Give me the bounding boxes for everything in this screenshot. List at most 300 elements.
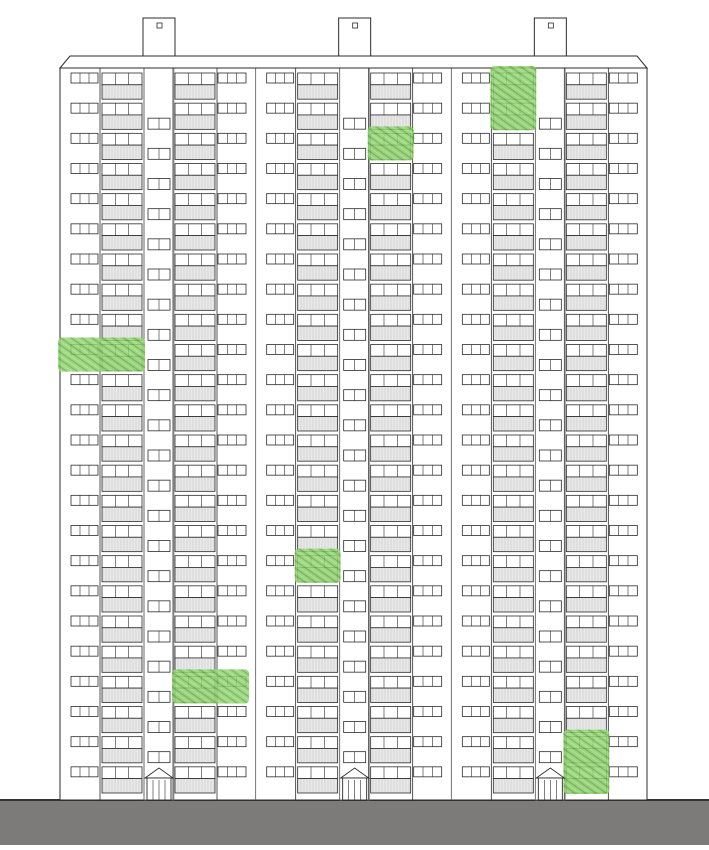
balcony-rail <box>298 145 338 159</box>
window <box>609 314 637 324</box>
window <box>609 465 637 475</box>
window <box>414 556 442 566</box>
balcony-rail <box>566 236 606 250</box>
window <box>175 284 215 296</box>
balcony-rail <box>175 175 215 189</box>
balcony-rail <box>371 658 411 672</box>
window <box>414 646 442 656</box>
window <box>609 707 637 717</box>
window <box>175 495 215 507</box>
balcony-rail <box>371 598 411 612</box>
window <box>71 224 98 234</box>
balcony-rail <box>566 507 606 521</box>
window <box>566 345 606 357</box>
balcony-rail <box>102 537 142 551</box>
window <box>462 254 489 264</box>
window <box>609 284 637 294</box>
window <box>175 375 215 387</box>
window <box>218 435 246 445</box>
window <box>493 345 533 357</box>
window <box>267 194 294 204</box>
window <box>609 224 637 234</box>
window <box>414 495 442 505</box>
balcony-rail <box>493 236 533 250</box>
window <box>102 103 142 115</box>
balcony-rail <box>298 266 338 280</box>
window <box>414 224 442 234</box>
window <box>462 495 489 505</box>
window <box>609 556 637 566</box>
window <box>102 465 142 477</box>
window <box>414 284 442 294</box>
window <box>267 345 294 355</box>
window <box>371 194 411 206</box>
balcony-rail <box>175 748 215 762</box>
window <box>71 737 98 747</box>
balcony-rail <box>298 356 338 370</box>
balcony-rail <box>493 567 533 581</box>
window <box>414 676 442 686</box>
balcony-rail <box>175 85 215 99</box>
window <box>609 405 637 415</box>
window <box>609 375 637 385</box>
balcony-rail <box>298 85 338 99</box>
window <box>609 767 637 777</box>
window <box>218 465 246 475</box>
roof-parapet <box>60 56 647 68</box>
window <box>566 375 606 387</box>
window <box>267 224 294 234</box>
window <box>493 194 533 206</box>
balcony-rail <box>371 175 411 189</box>
window <box>71 73 98 83</box>
window <box>175 405 215 417</box>
window <box>371 375 411 387</box>
window <box>462 73 489 83</box>
window <box>298 616 338 628</box>
window <box>267 707 294 717</box>
window <box>102 133 142 145</box>
window <box>175 586 215 598</box>
window <box>267 465 294 475</box>
balcony-rail <box>566 205 606 219</box>
window <box>267 616 294 626</box>
balcony-rail <box>493 145 533 159</box>
window <box>566 465 606 477</box>
balcony-rail <box>493 658 533 672</box>
window <box>267 767 294 777</box>
window <box>566 405 606 417</box>
window <box>493 767 533 779</box>
window <box>298 586 338 598</box>
window <box>462 405 489 415</box>
balcony-rail <box>175 356 215 370</box>
window <box>414 616 442 626</box>
window <box>218 405 246 415</box>
window <box>102 284 142 296</box>
balcony-rail <box>493 326 533 340</box>
roof <box>60 18 647 68</box>
chimney-vent <box>157 23 162 28</box>
window <box>298 737 338 749</box>
balcony-rail <box>371 537 411 551</box>
window <box>566 646 606 658</box>
window <box>462 676 489 686</box>
window <box>566 556 606 568</box>
window <box>71 526 98 536</box>
balcony-rail <box>371 326 411 340</box>
balcony-rail <box>102 266 142 280</box>
window <box>298 164 338 176</box>
window <box>267 526 294 536</box>
window <box>218 707 246 717</box>
balcony-rail <box>175 266 215 280</box>
window <box>102 616 142 628</box>
balcony-rail <box>175 296 215 310</box>
balcony-rail <box>102 145 142 159</box>
window <box>609 133 637 143</box>
balcony-rail <box>102 296 142 310</box>
window <box>175 345 215 357</box>
balcony-rail <box>371 205 411 219</box>
window <box>414 314 442 324</box>
balcony-rail <box>175 145 215 159</box>
window <box>267 133 294 143</box>
balcony-rail <box>371 779 411 793</box>
window <box>267 495 294 505</box>
window <box>609 646 637 656</box>
balcony-rail <box>493 628 533 642</box>
window <box>267 164 294 174</box>
balcony-rail <box>566 326 606 340</box>
balcony-rail <box>493 386 533 400</box>
window <box>462 284 489 294</box>
window <box>462 133 489 143</box>
balcony-rail <box>298 477 338 491</box>
window <box>414 375 442 385</box>
balcony-rail <box>566 356 606 370</box>
window <box>71 194 98 204</box>
balcony-rail <box>371 85 411 99</box>
greenery-patch <box>295 549 341 583</box>
window <box>566 616 606 628</box>
window <box>371 314 411 326</box>
window <box>175 556 215 568</box>
balcony-rail <box>102 688 142 702</box>
window <box>609 345 637 355</box>
balcony-rail <box>102 175 142 189</box>
window <box>71 254 98 264</box>
balcony-rail <box>298 507 338 521</box>
balcony-rail <box>566 688 606 702</box>
window <box>71 103 98 113</box>
window <box>462 194 489 204</box>
window <box>298 314 338 326</box>
window <box>71 375 98 385</box>
window <box>175 526 215 538</box>
balcony-rail <box>298 386 338 400</box>
window <box>218 767 246 777</box>
window <box>493 586 533 598</box>
window <box>267 73 294 83</box>
balcony-rail <box>493 477 533 491</box>
window <box>462 103 489 113</box>
balcony-rail <box>371 296 411 310</box>
window <box>414 194 442 204</box>
window <box>71 284 98 294</box>
window <box>371 103 411 115</box>
window <box>371 405 411 417</box>
window <box>462 586 489 596</box>
window <box>71 314 98 324</box>
window <box>414 767 442 777</box>
window <box>566 254 606 266</box>
balcony-rail <box>493 507 533 521</box>
window <box>175 103 215 115</box>
window <box>218 254 246 264</box>
window <box>298 707 338 719</box>
window <box>493 737 533 749</box>
balcony-rail <box>566 386 606 400</box>
window <box>218 224 246 234</box>
balcony-rail <box>493 598 533 612</box>
window <box>462 314 489 324</box>
window <box>414 435 442 445</box>
window <box>414 526 442 536</box>
window <box>175 646 215 658</box>
balcony-rail <box>298 326 338 340</box>
window <box>493 435 533 447</box>
window <box>175 194 215 206</box>
chimney-vent <box>548 23 553 28</box>
balcony-rail <box>175 417 215 431</box>
window <box>175 224 215 236</box>
balcony-rail <box>371 236 411 250</box>
balcony-rail <box>493 688 533 702</box>
window <box>71 164 98 174</box>
facade <box>60 68 647 800</box>
window <box>298 405 338 417</box>
window <box>371 345 411 357</box>
window <box>102 73 142 85</box>
window <box>493 224 533 236</box>
balcony-rail <box>371 386 411 400</box>
window <box>102 405 142 417</box>
balcony-rail <box>102 417 142 431</box>
balcony-rail <box>371 447 411 461</box>
balcony-rail <box>175 205 215 219</box>
window <box>298 73 338 85</box>
window <box>218 616 246 626</box>
window <box>71 586 98 596</box>
window <box>102 495 142 507</box>
window <box>218 284 246 294</box>
window <box>609 164 637 174</box>
window <box>371 465 411 477</box>
balcony-rail <box>493 447 533 461</box>
window <box>298 224 338 236</box>
window <box>566 435 606 447</box>
window <box>371 164 411 176</box>
window <box>609 495 637 505</box>
window <box>71 556 98 566</box>
balcony-rail <box>175 326 215 340</box>
facade-outline <box>60 68 647 800</box>
greenery-patch <box>490 66 536 130</box>
balcony-rail <box>298 236 338 250</box>
balcony-rail <box>175 115 215 129</box>
balcony-rail <box>102 85 142 99</box>
balcony-rail <box>102 628 142 642</box>
window <box>462 707 489 717</box>
balcony-rail <box>566 598 606 612</box>
window <box>414 737 442 747</box>
balcony-rail <box>493 417 533 431</box>
window <box>218 586 246 596</box>
window <box>267 646 294 656</box>
window <box>175 314 215 326</box>
window <box>371 676 411 688</box>
window <box>218 345 246 355</box>
window <box>218 164 246 174</box>
window <box>175 767 215 779</box>
window <box>414 586 442 596</box>
window <box>371 707 411 719</box>
window <box>298 103 338 115</box>
window <box>175 737 215 749</box>
balcony-rail <box>102 779 142 793</box>
window <box>462 164 489 174</box>
window <box>218 495 246 505</box>
balcony-rail <box>566 145 606 159</box>
window <box>267 737 294 747</box>
window <box>493 133 533 145</box>
balcony-rail <box>371 266 411 280</box>
balcony-rail <box>493 205 533 219</box>
window <box>566 676 606 688</box>
window <box>371 495 411 507</box>
window <box>609 737 637 747</box>
balcony-rail <box>102 507 142 521</box>
window <box>218 646 246 656</box>
window <box>102 707 142 719</box>
window <box>102 676 142 688</box>
window <box>371 737 411 749</box>
balcony-rail <box>566 115 606 129</box>
balcony-rail <box>175 718 215 732</box>
balcony-rail <box>493 175 533 189</box>
window <box>462 224 489 234</box>
window <box>267 284 294 294</box>
window <box>175 73 215 85</box>
window <box>218 737 246 747</box>
window <box>609 73 637 83</box>
greenery-patch <box>368 126 414 160</box>
window <box>298 676 338 688</box>
window <box>218 556 246 566</box>
balcony-rail <box>298 115 338 129</box>
window <box>371 646 411 658</box>
window <box>462 767 489 777</box>
window <box>414 164 442 174</box>
balcony-rail <box>298 417 338 431</box>
window <box>493 164 533 176</box>
window <box>267 435 294 445</box>
window <box>102 224 142 236</box>
balcony-rail <box>102 386 142 400</box>
window <box>493 465 533 477</box>
balcony-rail <box>175 628 215 642</box>
window <box>566 133 606 145</box>
balcony-rail <box>175 386 215 400</box>
balcony-rail <box>371 688 411 702</box>
balcony-rail <box>102 658 142 672</box>
balcony-rail <box>175 537 215 551</box>
window <box>493 646 533 658</box>
window <box>414 405 442 415</box>
greenery-patch <box>58 338 145 372</box>
balcony-rail <box>566 658 606 672</box>
window <box>609 676 637 686</box>
window <box>71 435 98 445</box>
window <box>493 375 533 387</box>
window <box>493 254 533 266</box>
window <box>71 495 98 505</box>
balcony-rail <box>298 658 338 672</box>
balcony-rail <box>493 537 533 551</box>
balcony-rail <box>566 266 606 280</box>
window <box>71 133 98 143</box>
window <box>609 254 637 264</box>
window <box>414 465 442 475</box>
balcony-rail <box>493 356 533 370</box>
balcony-rail <box>102 115 142 129</box>
window <box>566 526 606 538</box>
window <box>371 254 411 266</box>
window <box>462 435 489 445</box>
window <box>609 103 637 113</box>
window <box>102 375 142 387</box>
balcony-rail <box>298 296 338 310</box>
window <box>462 345 489 355</box>
balcony-rail <box>175 507 215 521</box>
balcony-rail <box>102 236 142 250</box>
window <box>267 314 294 324</box>
window <box>371 284 411 296</box>
window <box>609 586 637 596</box>
window <box>102 194 142 206</box>
balcony-rail <box>298 718 338 732</box>
window <box>267 103 294 113</box>
window <box>609 435 637 445</box>
balcony-rail <box>493 296 533 310</box>
balcony-rail <box>566 175 606 189</box>
window <box>493 526 533 538</box>
balcony-rail <box>493 718 533 732</box>
window <box>493 676 533 688</box>
window <box>71 767 98 777</box>
ground-slab <box>0 800 709 845</box>
window <box>218 103 246 113</box>
window <box>298 495 338 507</box>
balcony-rail <box>566 628 606 642</box>
window <box>298 284 338 296</box>
window <box>414 345 442 355</box>
window <box>566 707 606 719</box>
window <box>414 254 442 264</box>
balcony-rail <box>298 175 338 189</box>
window <box>298 526 338 538</box>
